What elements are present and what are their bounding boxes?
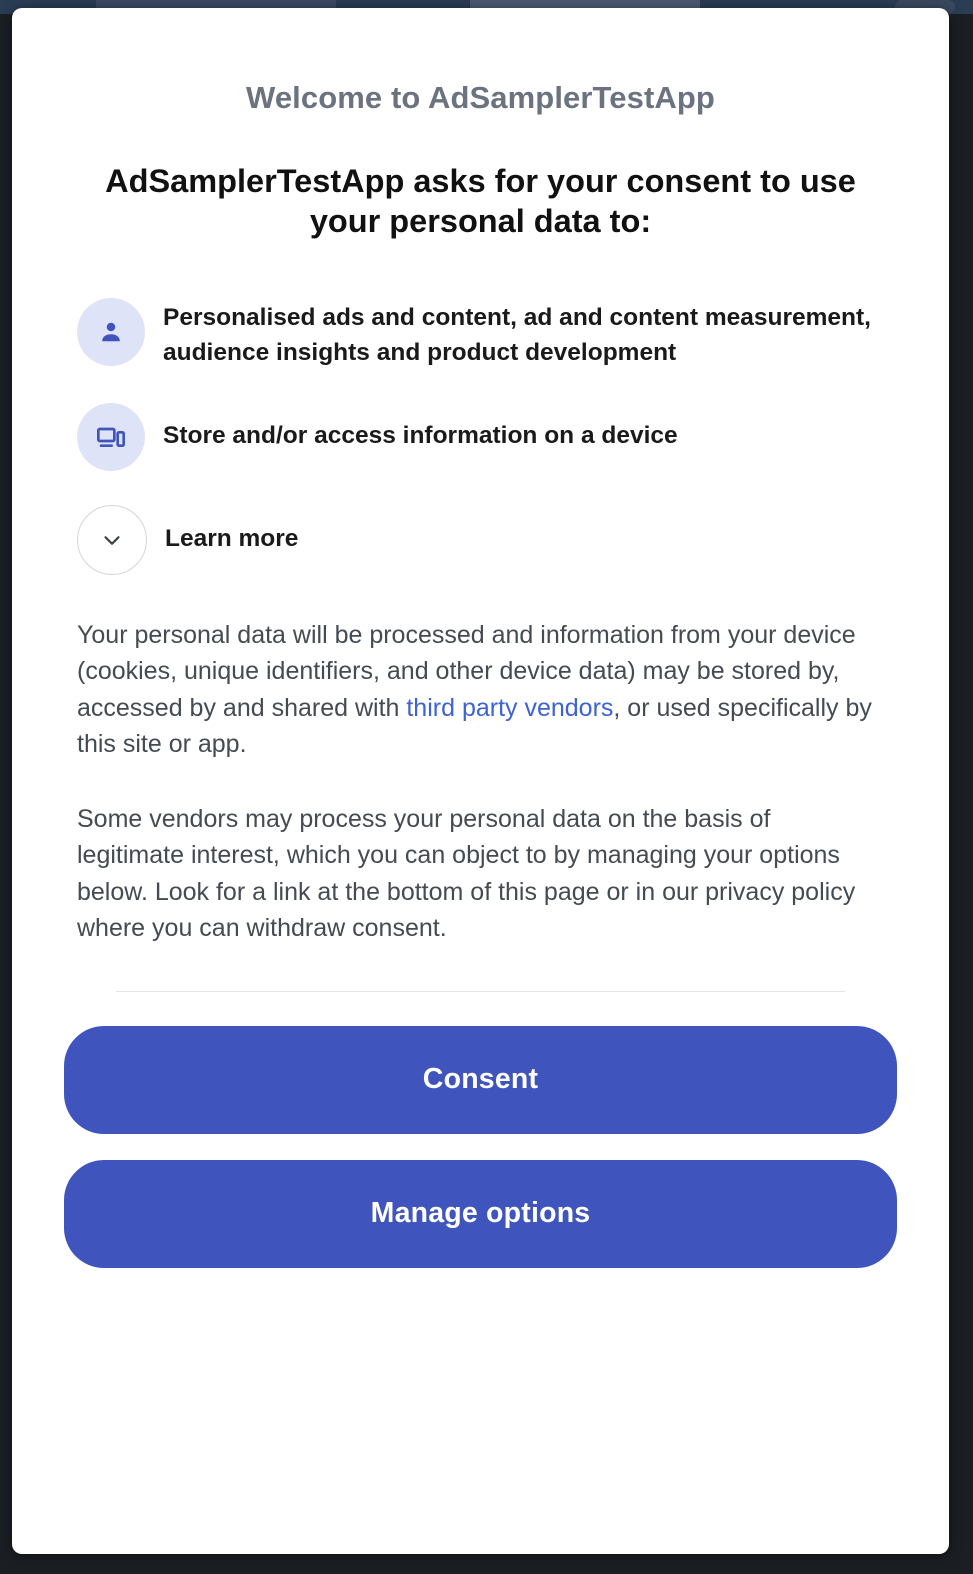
consent-button[interactable]: Consent (64, 1026, 897, 1134)
purpose-item-store-access (64, 403, 897, 471)
welcome-title: Welcome to AdSamplerTestApp (246, 80, 715, 115)
purpose-list (64, 298, 897, 575)
privacy-paragraph-1-part2: , or used specifically by this site or app. (77, 693, 872, 758)
learn-more-row[interactable] (64, 505, 897, 575)
purpose-item-label: Store and/or access information on a device (163, 422, 678, 450)
consent-dialog (12, 8, 949, 1554)
consent-heading: AdSamplerTestApp asks for your consent to use your personal data to: (105, 163, 856, 239)
privacy-paragraph-2: Some vendors may process your personal data on the basis of legitimate interest, which you can object to by managing your options below. Look for a link at the bottom of this page or in our privacy policy where you can withdraw consent. (77, 804, 856, 942)
person-icon (77, 298, 145, 366)
chevron-down-icon[interactable] (77, 505, 147, 575)
privacy-paragraph-1 (64, 617, 897, 763)
third-party-vendors-link[interactable]: third party vendors (406, 693, 614, 722)
manage-options-button[interactable]: Manage options (64, 1160, 897, 1268)
purpose-item-label: Personalised ads and content, ad and content measurement, audience insights and product development (163, 303, 871, 366)
purpose-item-personalised-ads (64, 298, 897, 371)
divider (116, 991, 845, 992)
privacy-paragraph-1-part1: Your personal data will be processed and information from your device (cookies, unique identifiers, and other device data) may be stored by, accessed by and shared with (77, 620, 856, 722)
learn-more-label[interactable]: Learn more (165, 525, 299, 553)
devices-icon (77, 403, 145, 471)
